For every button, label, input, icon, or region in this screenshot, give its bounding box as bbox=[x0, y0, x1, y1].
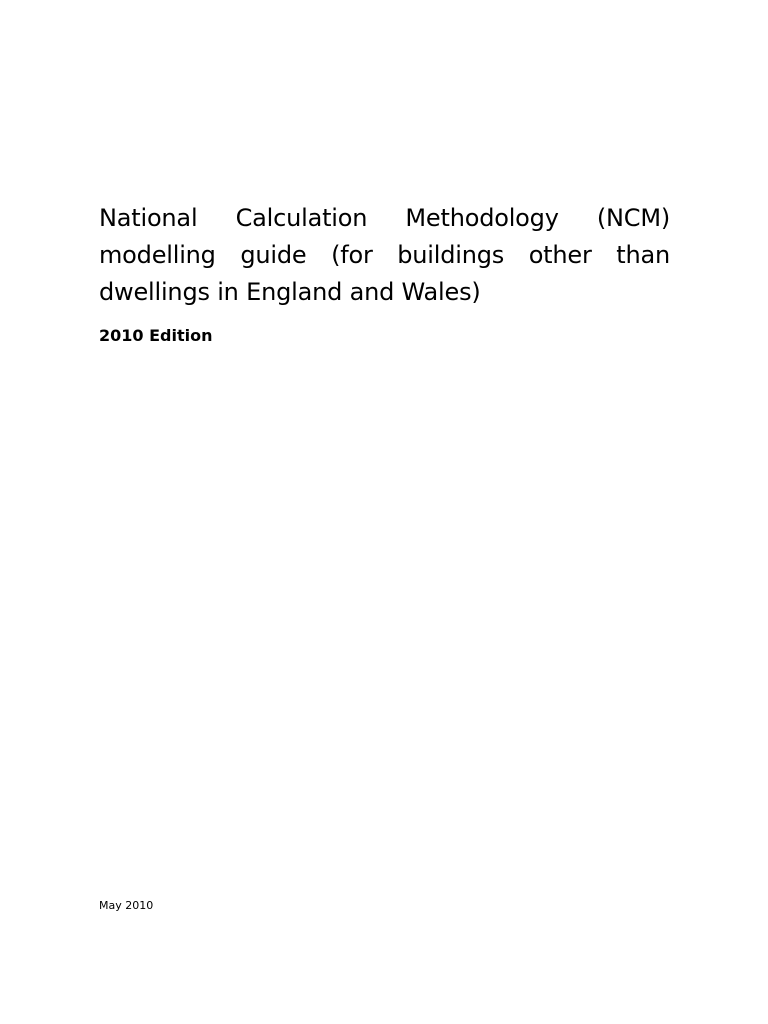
document-title: National Calculation Methodology (NCM) modelling guide (for buildings other than dwellings in England and Wales) bbox=[99, 204, 670, 306]
document-date: May 2010 bbox=[99, 899, 154, 912]
document-edition: 2010 Edition bbox=[99, 326, 213, 345]
